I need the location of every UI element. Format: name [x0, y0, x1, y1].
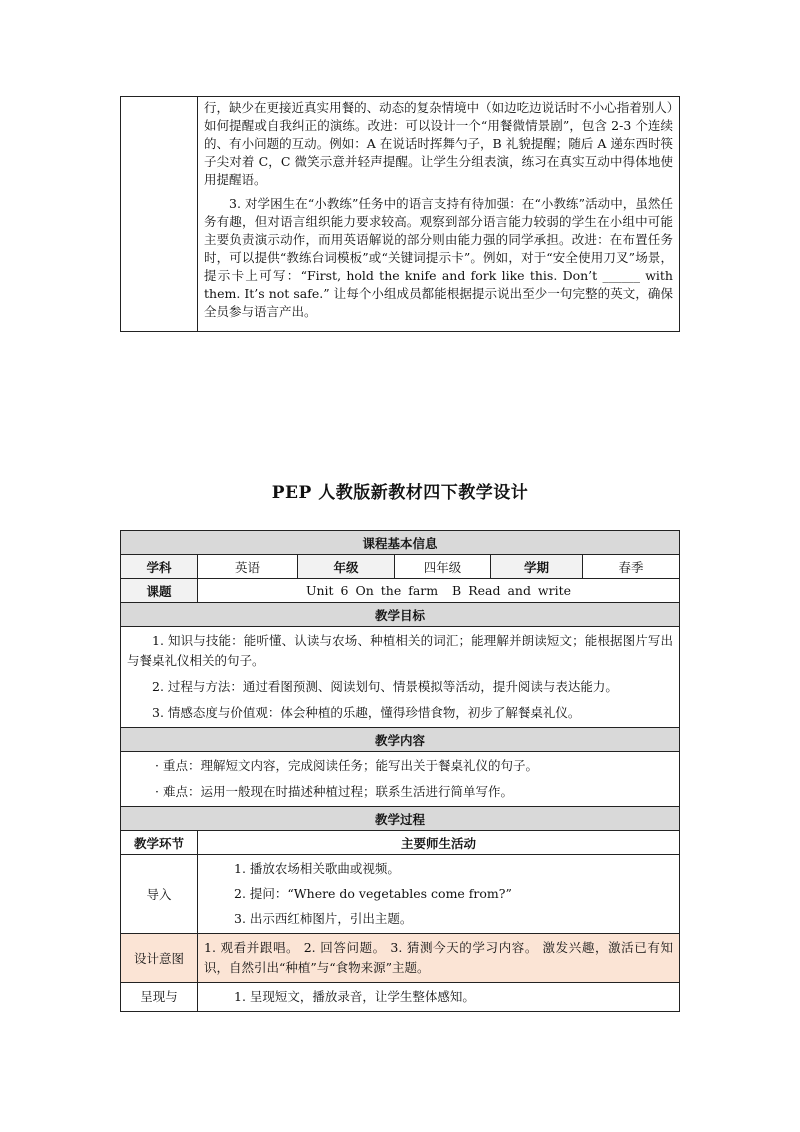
- document-title: PEP 人教版新教材四下教学设计: [271, 483, 529, 503]
- intro-activity: 2. 提问：“Where do vegetables come from?”: [234, 886, 512, 901]
- reflection-paragraph-2-continued: 行，缺少在更接近真实用餐的、动态的复杂情境中（如边吃边说话时不小心指着别人）如何提醒或自我纠正的演练。改进：可以设计一个“用餐微情景剧”，包含 2-3 个连续的、有小问题的互动。例如：A 在说话时挥舞勺子，B 礼貌提醒；随后 A 递东西时筷子尖对着 C，C 微笑示意并轻声提醒。让学生分组表演，练习在真实互动中得体地使用提醒语。: [204, 100, 673, 187]
- design-intent-text: 1. 观看并跟唱。 2. 回答问题。 3. 猜测今天的学习内容。 激发兴趣，激活已有知识，自然引出“种植”与“食物来源”主题。: [204, 940, 673, 975]
- reflection-paragraph-3: 3. 对学困生在“小教练”任务中的语言支持有待加强：在“小教练”活动中，虽然任务有趣，但对语言组织能力要求较高。观察到部分语言能力较弱的学生在小组中可能主要负责演示动作，而用英语解说的部分则由能力强的同学承担。改进：在布置任务时，可以提供“教练台词模板”或“关键词提示卡”。例如，对于“安全使用刀叉”场景，提示卡上可写：“First, hold the knife and fork like this. Don’t ______ with them. It’s not safe.” 让每个小组成员都能根据提示说出至少一句完整的英文，确保全员参与语言产出。: [204, 196, 673, 319]
- difficult-point: · 难点：运用一般现在时描述种植过程；联系生活进行简单写作。: [155, 784, 513, 799]
- term-label: 学期: [491, 555, 583, 579]
- presentation-activity: 1. 呈现短文，播放录音，让学生整体感知。: [234, 989, 475, 1004]
- objectives-header: 教学目标: [121, 603, 680, 627]
- intro-activity: 1. 播放农场相关歌曲或视频。: [234, 861, 400, 876]
- stage-presentation: 呈现与: [121, 983, 198, 1012]
- grade-label: 年级: [298, 555, 395, 579]
- process-header: 教学过程: [121, 807, 680, 831]
- design-intent-label: 设计意图: [121, 934, 198, 983]
- objective-item: 1. 知识与技能：能听懂、认读与农场、种植相关的词汇；能理解并朗读短文；能根据图片写出与餐桌礼仪相关的句子。: [127, 633, 673, 668]
- objectives-cell: [121, 627, 680, 728]
- topic-label: 课题: [121, 579, 198, 603]
- stage-intro: 导入: [121, 855, 198, 934]
- stage-column-header: 教学环节: [121, 831, 198, 855]
- intro-activity: 3. 出示西红柿图片，引出主题。: [234, 911, 413, 926]
- design-intent-cell: [198, 934, 680, 983]
- basic-info-header: 课程基本信息: [121, 531, 680, 555]
- key-point: · 重点：理解短文内容，完成阅读任务；能写出关于餐桌礼仪的句子。: [155, 758, 538, 773]
- lesson-plan-table: [120, 530, 680, 1012]
- content-header: 教学内容: [121, 728, 680, 752]
- topic-value: Unit 6 On the farm B Read and write: [198, 579, 680, 603]
- subject-label: 学科: [121, 555, 198, 579]
- continuation-table: [120, 96, 680, 332]
- activity-column-header: 主要师生活动: [198, 831, 680, 855]
- grade-value: 四年级: [395, 555, 491, 579]
- continuation-text-cell: [198, 97, 680, 332]
- objective-item: 2. 过程与方法：通过看图预测、阅读划句、情景模拟等活动，提升阅读与表达能力。: [152, 679, 618, 694]
- objective-item: 3. 情感态度与价值观：体会种植的乐趣，懂得珍惜食物，初步了解餐桌礼仪。: [152, 705, 581, 720]
- subject-value: 英语: [198, 555, 298, 579]
- term-value: 春季: [583, 555, 680, 579]
- continuation-left-cell: [121, 97, 198, 332]
- intro-activities-cell: [198, 855, 680, 934]
- content-cell: [121, 752, 680, 807]
- presentation-activities-cell: [198, 983, 680, 1012]
